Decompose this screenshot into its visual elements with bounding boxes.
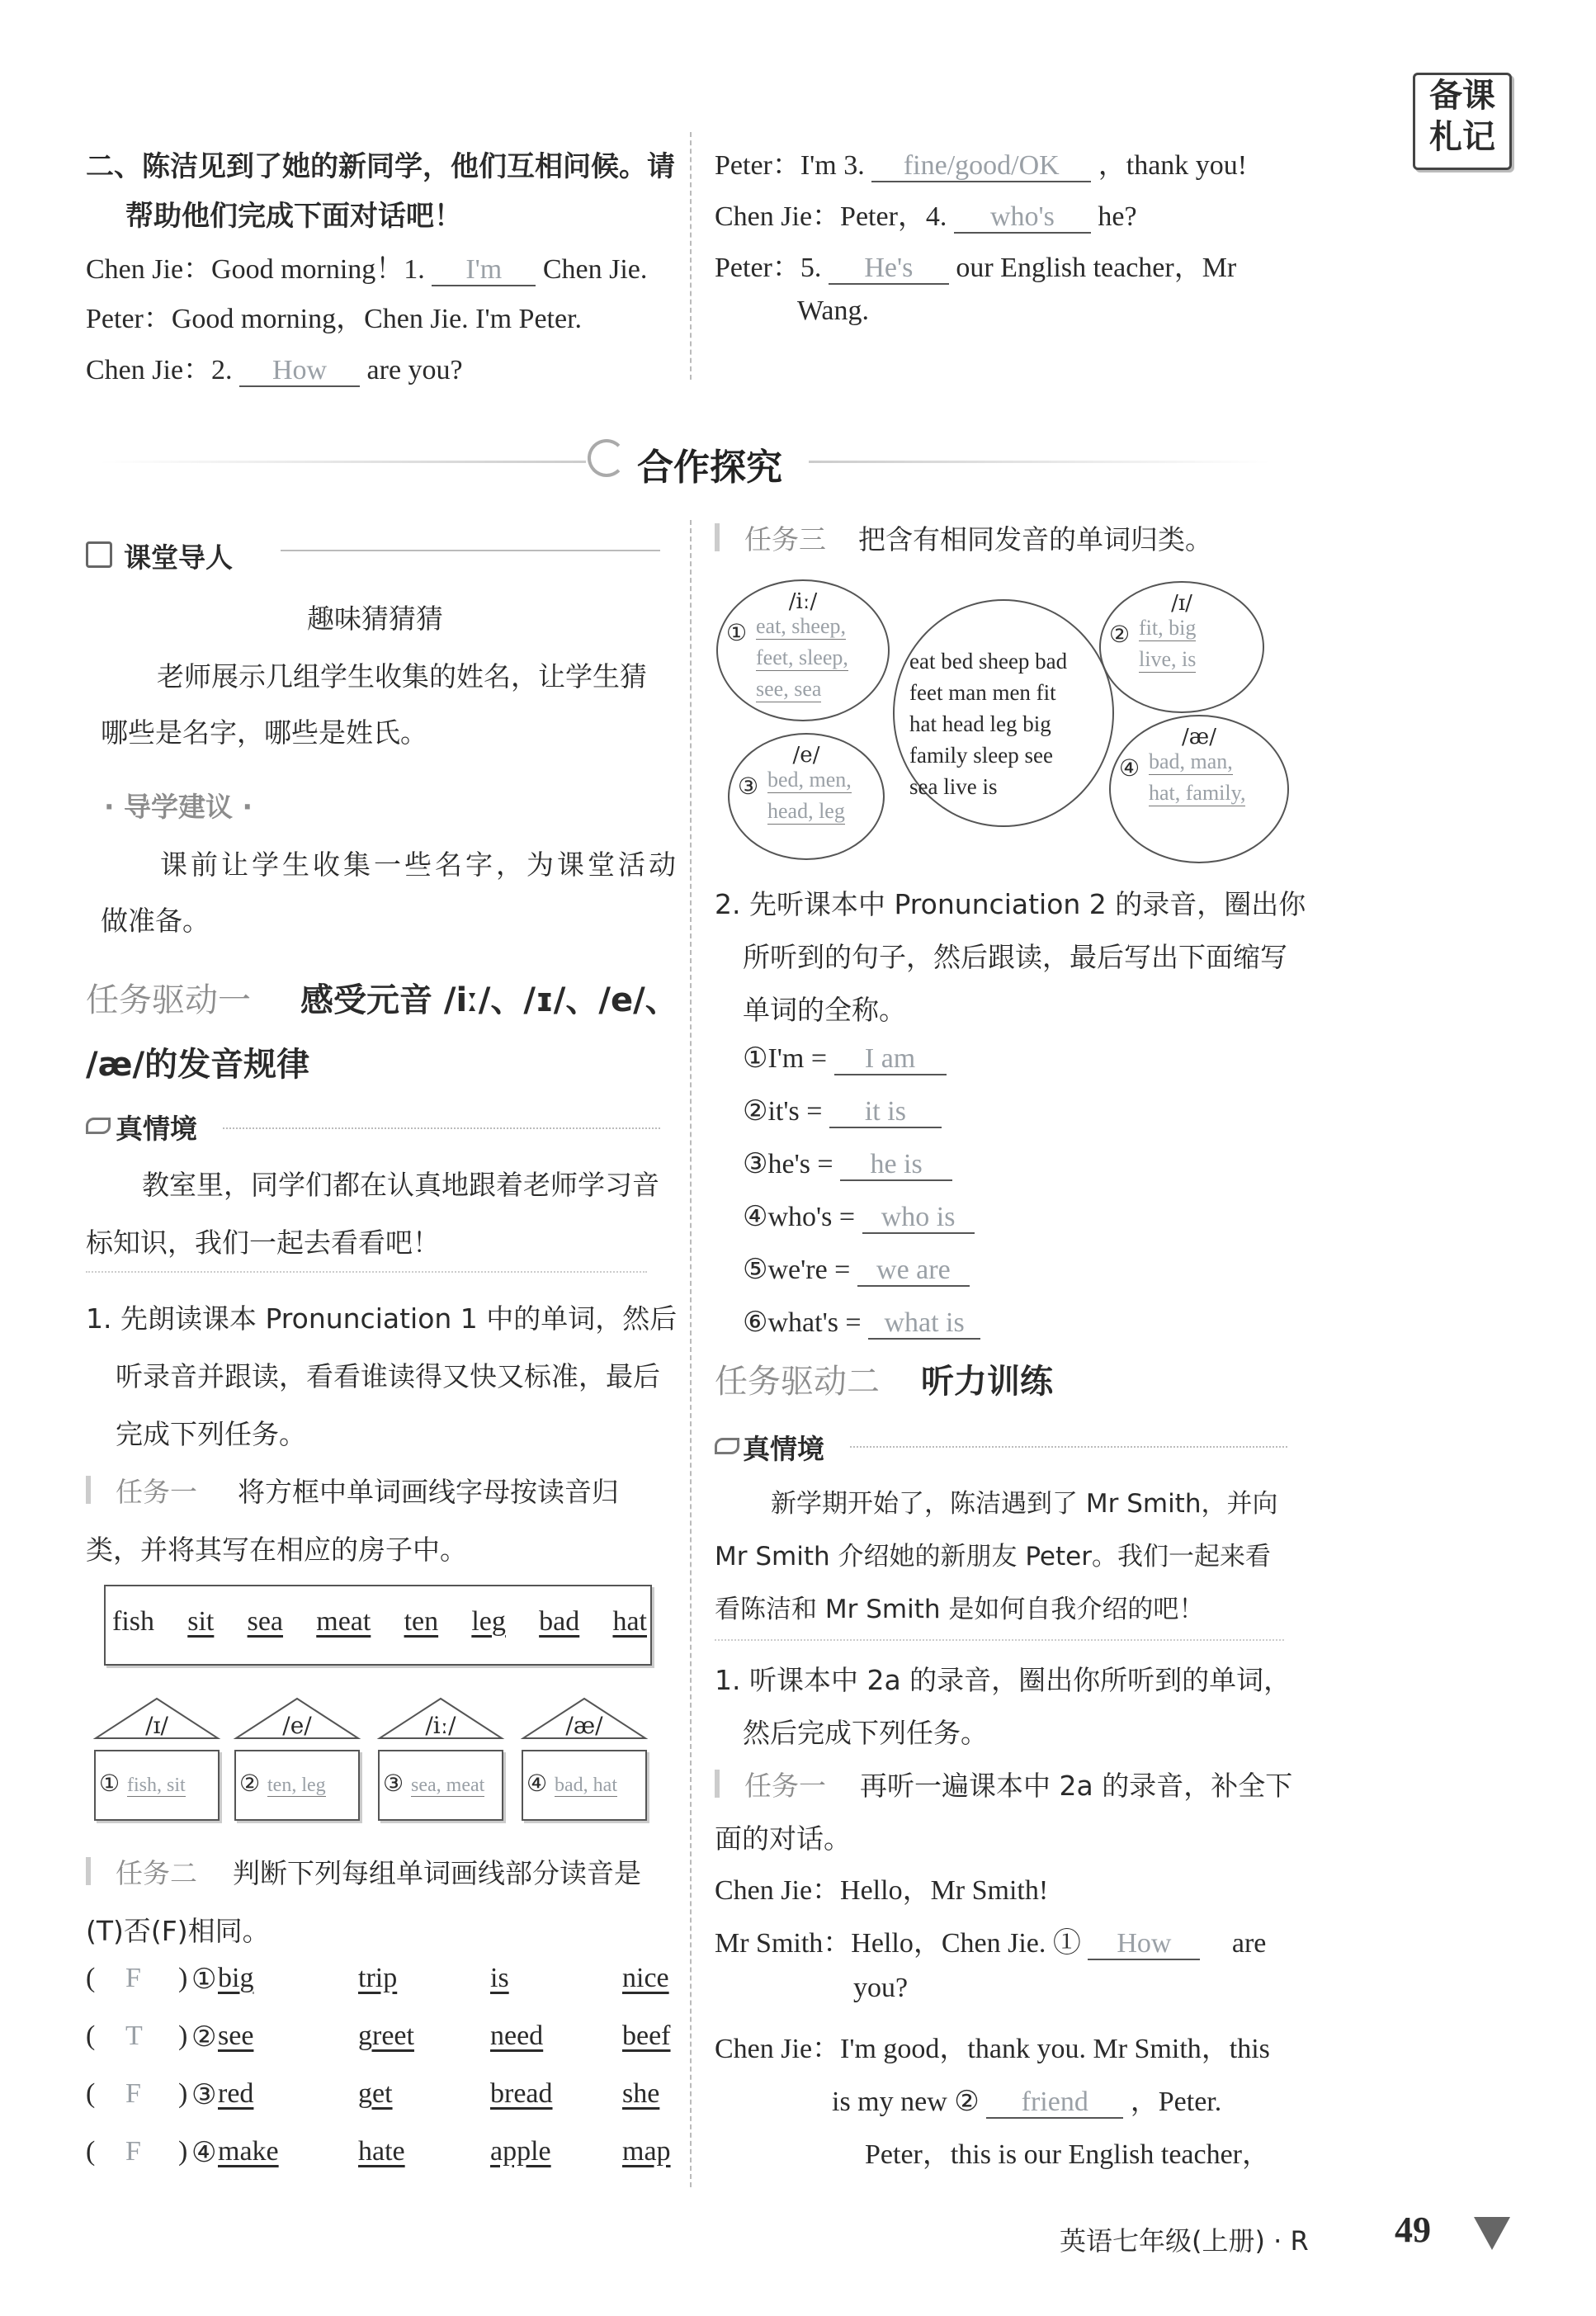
right-q1-l2: 然后完成下列任务。 [743,1717,988,1749]
scene-right-p1: 新学期开始了，陈洁遇到了 Mr Smith，并向 [771,1489,1278,1519]
task-marker [715,523,720,551]
footer-book: 英语七年级(上册) · R [1060,2225,1309,2257]
house-number: ① [99,1770,120,1797]
house-body [234,1750,360,1821]
box-word: hat [612,1606,647,1637]
q1-l3: 完成下列任务。 [116,1418,306,1450]
judge-word: big [218,1963,254,1993]
judge-word: is [490,1963,509,1993]
judge-number: ① [191,1964,217,1995]
judge-word: hate [358,2136,405,2167]
abbr-answer: who is [862,1203,975,1234]
word-cloud-line: hat head leg big [909,711,1051,736]
abbr-answer: he is [840,1150,952,1181]
circle-answer: fit, big [1139,616,1197,640]
t2-label: 任务二 [116,1857,197,1889]
box-word: bad [539,1606,580,1637]
abbr-row [743,1094,942,1128]
circle-answer: feet, sleep, [756,645,848,669]
scene-rule-bottom [86,1271,647,1273]
house-body [522,1750,647,1821]
house-roof-symbol: /ɪ/ [145,1712,168,1739]
intro-title: 趣味猜猜猜 [307,603,443,635]
abbr-question: ①I'm = [743,1043,828,1074]
circle-number: ④ [1119,754,1140,782]
scene-right-p3: 看陈洁和 Mr Smith 是如何自我介绍的吧！ [715,1595,1205,1624]
task1-label: 任务驱动一 [86,981,251,1019]
dialogue-line-3: Chen Jie：I'm good，thank you. Mr Smith，this [715,2034,1270,2064]
circle-answer: head, leg [767,799,845,823]
judge-word: make [218,2136,279,2167]
abbr-row [743,1147,952,1181]
task1-title-l1: 感受元音 /iː/、/ɪ/、/e/、 [300,981,678,1019]
house-number: ④ [526,1770,548,1797]
answer-blank: friend [986,2087,1123,2119]
abbr-question: ⑥what's = [743,1307,862,1338]
circle-symbol: /ɪ/ [1171,591,1192,616]
task2-title: 听力训练 [921,1363,1053,1401]
box-word: fish [112,1606,154,1637]
scene-label: 真情境 [116,1113,197,1145]
section-title-bar [83,437,1296,489]
top-heading-line1: 二、陈洁见到了她的新同学，他们互相问候。请 [86,150,675,183]
circle-answer: eat, sheep, [756,614,847,638]
dialogue-line-5: Peter，this is our English teacher， [865,2139,1271,2170]
t1-text-l1: 将方框中单词画线字母按读音归 [238,1476,619,1508]
task-marker [715,1770,720,1798]
house [518,1695,650,1827]
circle-number: ③ [738,773,759,800]
abbr-row [743,1253,970,1287]
box-word: leg [471,1606,506,1637]
circle-answer: bad, man, [1149,749,1233,773]
word-box [104,1585,652,1666]
house-answer: ten, leg [267,1775,326,1796]
house-body [378,1750,503,1821]
judge-word: get [358,2078,393,2109]
circle-answer: see, sea [756,677,822,701]
house-roof-symbol: /iː/ [425,1712,456,1739]
top-right-line-2: Chen Jie：Peter，4. who's he? [715,201,1137,232]
intro-rule [281,550,660,551]
task1-title-l2: /æ/的发音规律 [86,1046,310,1084]
search-icon [588,439,626,477]
task-marker [86,1476,91,1504]
side-tag-line1: 备课 [1429,77,1495,115]
circle-answer: live, is [1139,647,1197,671]
task-marker [86,1857,91,1885]
judge-answer: F [125,2136,141,2167]
dialogue-line-2b: you? [853,1973,909,2003]
judge-word: beef [622,2021,671,2051]
title-rule-left [99,461,586,463]
q2-l1: 2. 先听课本中 Pronunciation 2 的录音，圈出你 [715,888,1306,920]
judge-word: trip [358,1963,398,1993]
t3-label: 任务三 [744,523,826,555]
scene-rule-bottom [715,1639,1284,1641]
circle-number: ② [1109,621,1131,648]
judge-word: need [490,2021,544,2051]
title-rule-right [809,461,1271,463]
answer-blank: He's [829,253,949,285]
advice-p2: 做准备。 [101,905,210,937]
intro-p1: 老师展示几组学生收集的姓名，让学生猜 [157,660,647,692]
q2-l3: 单词的全称。 [743,994,906,1026]
circle-number: ① [726,619,748,646]
house-roof-symbol: /e/ [282,1712,312,1739]
scene-p1: 教室里，同学们都在认真地跟着老师学习音 [142,1169,659,1201]
word-cloud-line: feet man men fit [909,680,1056,705]
judge-word: see [218,2021,254,2051]
circle-answer: hat, family, [1149,781,1246,805]
judge-word: she [622,2078,660,2109]
abbr-answer: what is [868,1308,980,1340]
intro-p2: 哪些是名字，哪些是姓氏。 [101,716,427,749]
page-number: 49 [1395,2210,1431,2250]
right-q1-l1: 1. 听课本中 2a 的录音，圈出你所听到的单词， [715,1664,1291,1696]
judge-word: red [218,2078,254,2109]
box-word: meat [316,1606,371,1637]
q2-l2: 所听到的句子，然后跟读，最后写出下面缩写 [743,941,1287,973]
dialogue-line-2: Mr Smith：Hello，Chen Jie. ① How are [715,1928,1267,1959]
phonetic-circle [716,579,890,721]
word-cloud-line: family sleep see [909,743,1053,768]
t1-text-l2: 类，并将其写在相应的房子中。 [86,1534,467,1566]
right-t1-text-l1: 再听一遍课本中 2a 的录音，补全下 [860,1770,1293,1802]
house-answer: sea, meat [411,1775,485,1796]
box-word: sit [187,1606,215,1637]
house [231,1695,363,1827]
scene-label-right: 真情境 [743,1433,824,1465]
top-left-line-2: Peter：Good morning，Chen Jie. I'm Peter. [86,304,583,334]
house [91,1695,223,1827]
house-number: ③ [383,1770,404,1797]
answer-blank: How [239,356,360,387]
side-tag [1413,73,1512,170]
intro-label: 课堂导人 [124,541,233,574]
word-cloud [893,599,1114,827]
scene-rule [223,1127,660,1129]
corner-arrow-icon [1474,2217,1510,2250]
abbr-answer: we are [857,1255,970,1287]
right-t1-text-l2: 面的对话。 [715,1822,851,1855]
house-body [94,1750,220,1821]
house-roof-symbol: /æ/ [565,1712,603,1739]
top-heading-line2: 帮助他们完成下面对话吧！ [125,200,462,233]
top-right-line-1: Peter：I'm 3. fine/good/OK ，thank you! [715,150,1248,181]
circle-symbol: /æ/ [1182,725,1216,749]
judge-number: ④ [191,2138,217,2168]
scene-p2: 标知识，我们一起去看看吧！ [86,1227,440,1259]
judge-word: greet [358,2021,414,2051]
phonetic-circle [728,733,885,860]
judge-answer: F [125,2078,141,2109]
abbr-row [743,1306,980,1340]
abbr-answer: I am [834,1044,947,1075]
judge-answer: F [125,1963,141,1993]
advice-label: · 导学建议 · [104,791,253,823]
judge-number: ③ [191,2080,217,2110]
house-answer: fish, sit [127,1775,186,1796]
top-right-line-4: Wang. [797,295,869,326]
t1-label: 任务一 [116,1476,197,1508]
q1-l2: 听录音并跟读，看看谁读得又快又标准，最后 [116,1360,660,1392]
house-answer: bad, hat [555,1775,617,1796]
pencil-icon [715,1438,739,1454]
intro-icon [86,541,112,568]
abbr-question: ④who's = [743,1202,856,1232]
t2-text-l2: (T)否(F)相同。 [86,1915,270,1947]
answer-blank: I'm [432,255,536,286]
judge-answer: T [125,2021,143,2051]
q1-l1: 1. 先朗读课本 Pronunciation 1 中的单词，然后 [86,1302,678,1335]
phonetic-circle [1099,581,1264,713]
abbr-question: ⑤we're = [743,1255,851,1285]
judge-word: apple [490,2136,551,2167]
circle-symbol: /e/ [792,743,820,768]
t2-text-l1: 判断下列每组单词画线部分读音是 [233,1857,641,1889]
answer-blank: fine/good/OK [871,151,1091,182]
abbr-row [743,1042,947,1075]
scene-rule [850,1446,1287,1448]
advice-p1: 课前让学生收集一些名字，为课堂活动 [160,848,679,881]
task2-label: 任务驱动二 [715,1363,880,1401]
house [375,1695,507,1827]
top-left-line-3: Chen Jie：2. How are you? [86,355,463,385]
pencil-icon [86,1118,111,1134]
answer-blank: How [1088,1929,1200,1960]
judge-word: nice [622,1963,669,1993]
phonetic-circle [1109,715,1289,863]
word-cloud-line: eat bed sheep bad [909,649,1068,674]
box-word: ten [404,1606,439,1637]
scene-right-p2: Mr Smith 介绍她的新朋友 Peter。我们一起来看 [715,1542,1271,1572]
side-tag-line2: 札记 [1429,118,1495,156]
judge-word: map [622,2136,671,2167]
word-cloud-line: sea live is [909,774,998,799]
t3-text: 把含有相同发音的单词归类。 [858,523,1212,555]
column-divider-top [690,132,692,380]
house-number: ② [239,1770,261,1797]
judge-word: bread [490,2078,553,2109]
circle-symbol: /iː/ [788,589,818,614]
right-t1-label: 任务一 [744,1770,826,1802]
top-right-line-3: Peter：5. He's our English teacher，Mr [715,253,1237,283]
abbr-row [743,1200,975,1234]
circle-answer: bed, men, [767,768,852,792]
top-left-line-1: Chen Jie：Good morning！1. I'm Chen Jie. [86,254,648,285]
abbr-answer: it is [829,1097,942,1128]
box-word: sea [247,1606,284,1637]
section-title: 合作探究 [637,447,782,489]
answer-blank: who's [954,202,1091,234]
column-divider-main [690,520,692,2187]
dialogue-line-4: is my new ② friend ，Peter. [832,2087,1222,2117]
abbr-question: ③he's = [743,1149,833,1179]
dialogue-line-1: Chen Jie：Hello，Mr Smith! [715,1875,1049,1906]
abbr-question: ②it's = [743,1096,823,1127]
judge-number: ② [191,2022,217,2053]
